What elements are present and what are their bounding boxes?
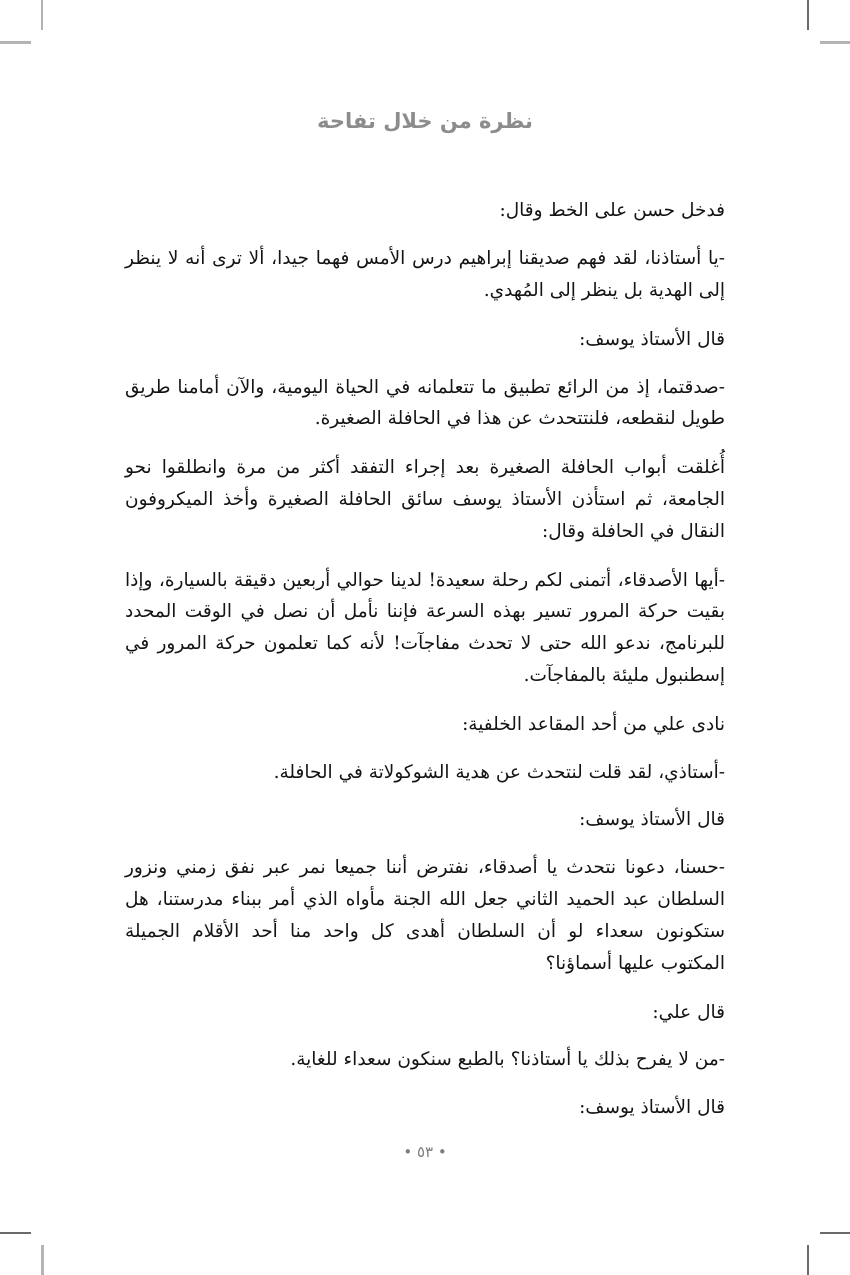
crop-mark-top-right-horizontal [820,41,850,44]
crop-mark-bottom-right-horizontal [820,1232,850,1234]
page-number-folio: • ٥٣ • [403,1143,447,1161]
paragraph-narration-5: قال الأستاذ يوسف: [579,809,725,831]
crop-mark-top-left-horizontal [0,41,31,44]
paragraph-narration-4: نادى علي من أحد المقاعد الخلفية: [462,713,725,735]
crop-mark-top-right-vertical [807,0,809,30]
chapter-title: نظرة من خلال تفاحة [317,109,533,133]
paragraph-dialogue-2: -صدقتما، إذ من الرائع تطبيق ما تتعلمانه في الحياة اليومية، والآن أمامنا طريق طويل لنقطعه، فلنتتحدث عن هذا في الحافلة الصغيرة. [125,376,725,430]
paragraph-dialogue-6: -من لا يفرح بذلك يا أستاذنا؟ بالطبع سنكون سعداء للغاية. [290,1049,725,1071]
paragraph-dialogue-4: -أستاذي، لقد قلت لنتحدث عن هدية الشوكولاتة في الحافلة. [273,761,725,783]
paragraph-narration-1: فدخل حسن على الخط وقال: [499,200,725,222]
crop-mark-bottom-left-horizontal [0,1232,31,1234]
crop-mark-bottom-left-vertical [41,1245,44,1275]
paragraph-narration-3: أُغلقت أبواب الحافلة الصغيرة بعد إجراء التفقد أكثر من مرة وانطلقوا نحو الجامعة، ثم استأذن الأستاذ يوسف سائق الحافلة الصغيرة وأخذ الميكروفون النقال في الحافلة وقال: [125,457,725,542]
crop-mark-top-left-vertical [41,0,43,30]
crop-mark-bottom-right-vertical [807,1245,809,1275]
paragraph-dialogue-1: -يا أستاذنا، لقد فهم صديقنا إبراهيم درس الأمس فهما جيدا، ألا ترى أنه لا ينظر إلى الهدية بل ينظر إلى المُهدي. [125,248,725,301]
paragraph-dialogue-5: -حسنا، دعونا نتحدث يا أصدقاء، نفترض أننا جميعا نمر عبر نفق زمني ونزور السلطان عبد الحميد الثاني جعل الله الجنة مأواه الذي أمر ببناء مدرستنا، هل ستكونون سعداء لو أن السلطان أهدى كل واحد منا أحد الأقلام الجميلة المكتوب عليها أسماؤنا؟ [125,857,725,974]
paragraph-dialogue-3: -أيها الأصدقاء، أتمنى لكم رحلة سعيدة! لدينا حوالي أربعين دقيقة بالسيارة، وإذا بقيت حركة المرور تسير بهذه السرعة فإننا نأمل أن نصل في الوقت المحدد للبرنامج، ندعو الله حتى لا تحدث مفاجآت! لأنه كما تعلمون حركة المرور في إسطنبول مليئة بالمفاجآت. [125,569,725,687]
paragraph-narration-6: قال علي: [652,1001,725,1023]
paragraph-narration-2: قال الأستاذ يوسف: [579,328,725,350]
paragraph-narration-7: قال الأستاذ يوسف: [579,1097,725,1119]
page-content [125,108,725,1140]
